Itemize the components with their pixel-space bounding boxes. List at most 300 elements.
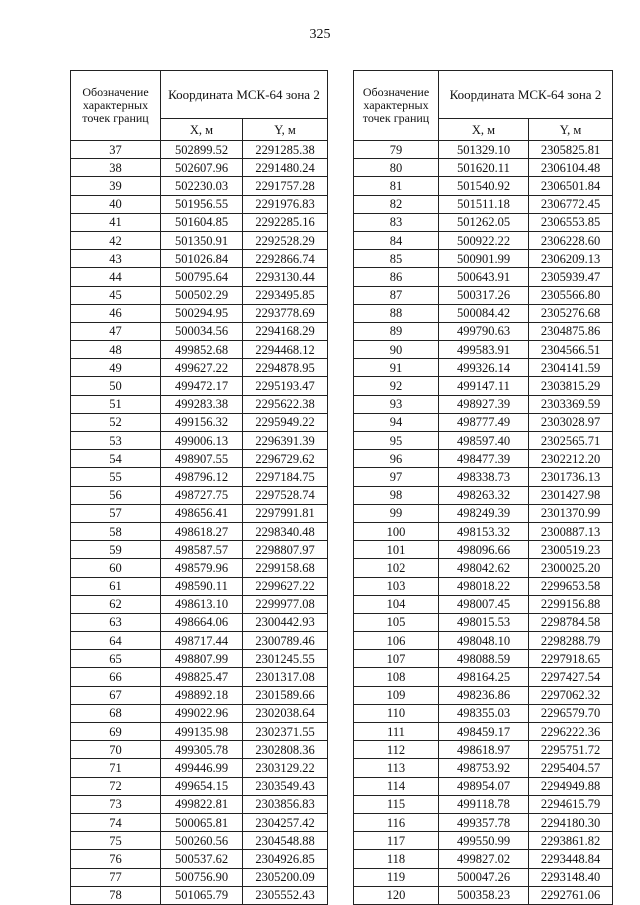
table-row [354,813,613,831]
point-number: 103 [354,577,439,595]
point-number: 87 [354,286,439,304]
table-row [354,850,613,868]
table-row [354,559,613,577]
table-row [71,413,328,431]
y-coordinate: 2294180.30 [529,813,613,831]
point-number: 74 [71,813,161,831]
x-coordinate: 500502.29 [161,286,243,304]
y-coordinate: 2294615.79 [529,795,613,813]
x-coordinate: 502899.52 [161,141,243,159]
y-coordinate: 2304257.42 [243,813,328,831]
x-coordinate: 501540.92 [439,177,529,195]
point-number: 40 [71,195,161,213]
table-row [354,868,613,886]
y-coordinate: 2298807.97 [243,541,328,559]
point-number: 70 [71,741,161,759]
x-coordinate: 499827.02 [439,850,529,868]
y-coordinate: 2291285.38 [243,141,328,159]
table-row [354,432,613,450]
x-coordinate: 501620.11 [439,159,529,177]
x-coordinate: 499305.78 [161,741,243,759]
table-row [71,723,328,741]
table-row [71,468,328,486]
x-coordinate: 498048.10 [439,632,529,650]
table-row [354,650,613,668]
table-row [354,286,613,304]
y-coordinate: 2295193.47 [243,377,328,395]
table-row [71,486,328,504]
point-number: 118 [354,850,439,868]
x-coordinate: 498236.86 [439,686,529,704]
y-coordinate: 2305200.09 [243,868,328,886]
x-coordinate: 502607.96 [161,159,243,177]
y-coordinate: 2299158.68 [243,559,328,577]
table-row [71,504,328,522]
point-number: 102 [354,559,439,577]
point-number: 38 [71,159,161,177]
x-coordinate: 500901.99 [439,250,529,268]
point-number: 48 [71,341,161,359]
y-coordinate: 2295404.57 [529,759,613,777]
x-coordinate: 499822.81 [161,795,243,813]
point-number: 55 [71,468,161,486]
y-coordinate: 2303369.59 [529,395,613,413]
point-number: 109 [354,686,439,704]
x-coordinate: 498579.96 [161,559,243,577]
y-coordinate: 2306228.60 [529,231,613,249]
table-row [71,195,328,213]
y-coordinate: 2301317.08 [243,668,328,686]
table-row [71,177,328,195]
table-row [71,432,328,450]
table-row [354,704,613,722]
table-row [354,450,613,468]
y-coordinate: 2297062.32 [529,686,613,704]
table-row [71,868,328,886]
table-row [354,177,613,195]
x-coordinate: 500317.26 [439,286,529,304]
y-coordinate: 2296579.70 [529,704,613,722]
table-row [71,522,328,540]
y-coordinate: 2291757.28 [243,177,328,195]
y-coordinate: 2293778.69 [243,304,328,322]
y-coordinate: 2302808.36 [243,741,328,759]
table-row [354,795,613,813]
point-number: 116 [354,813,439,831]
point-number: 88 [354,304,439,322]
y-coordinate: 2297528.74 [243,486,328,504]
table-row [354,159,613,177]
table-row [71,650,328,668]
point-number: 46 [71,304,161,322]
table-row [71,813,328,831]
x-coordinate: 499135.98 [161,723,243,741]
point-number: 52 [71,413,161,431]
y-coordinate: 2293448.84 [529,850,613,868]
point-number: 56 [71,486,161,504]
header-x: X, м [161,119,243,141]
table-row [354,468,613,486]
table-row [71,668,328,686]
point-number: 51 [71,395,161,413]
point-number: 120 [354,886,439,904]
x-coordinate: 499326.14 [439,359,529,377]
point-number: 78 [71,886,161,904]
y-coordinate: 2299156.88 [529,595,613,613]
y-coordinate: 2301589.66 [243,686,328,704]
y-coordinate: 2293861.82 [529,832,613,850]
x-coordinate: 498355.03 [439,704,529,722]
point-number: 83 [354,213,439,231]
point-number: 80 [354,159,439,177]
table-row [71,832,328,850]
point-number: 50 [71,377,161,395]
table-row [71,559,328,577]
y-coordinate: 2305276.68 [529,304,613,322]
table-row [71,632,328,650]
y-coordinate: 2299977.08 [243,595,328,613]
x-coordinate: 498807.99 [161,650,243,668]
x-coordinate: 498042.62 [439,559,529,577]
table-row [71,577,328,595]
point-number: 81 [354,177,439,195]
table-row [71,268,328,286]
x-coordinate: 498907.55 [161,450,243,468]
y-coordinate: 2302038.64 [243,704,328,722]
x-coordinate: 498796.12 [161,468,243,486]
point-number: 64 [71,632,161,650]
point-number: 82 [354,195,439,213]
y-coordinate: 2306104.48 [529,159,613,177]
y-coordinate: 2293148.40 [529,868,613,886]
x-coordinate: 498015.53 [439,613,529,631]
point-number: 41 [71,213,161,231]
x-coordinate: 498656.41 [161,504,243,522]
point-number: 85 [354,250,439,268]
point-number: 114 [354,777,439,795]
y-coordinate: 2302212.20 [529,450,613,468]
x-coordinate: 498088.59 [439,650,529,668]
x-coordinate: 499654.15 [161,777,243,795]
point-number: 67 [71,686,161,704]
point-number: 39 [71,177,161,195]
point-number: 71 [71,759,161,777]
point-number: 99 [354,504,439,522]
header-point-designation: Обозначение характерных точек границ [71,71,161,141]
table-row [354,595,613,613]
x-coordinate: 498777.49 [439,413,529,431]
table-row [71,704,328,722]
y-coordinate: 2291976.83 [243,195,328,213]
point-number: 69 [71,723,161,741]
point-number: 117 [354,832,439,850]
point-number: 100 [354,522,439,540]
y-coordinate: 2304141.59 [529,359,613,377]
table-row [354,886,613,904]
table-row [71,795,328,813]
x-coordinate: 501065.79 [161,886,243,904]
y-coordinate: 2300519.23 [529,541,613,559]
x-coordinate: 501262.05 [439,213,529,231]
table-row [354,759,613,777]
y-coordinate: 2306772.45 [529,195,613,213]
x-coordinate: 499006.13 [161,432,243,450]
x-coordinate: 501511.18 [439,195,529,213]
header-y: Y, м [529,119,613,141]
header-point-designation: Обозначение характерных точек границ [354,71,439,141]
x-coordinate: 498927.39 [439,395,529,413]
table-row [354,522,613,540]
y-coordinate: 2291480.24 [243,159,328,177]
x-coordinate: 498727.75 [161,486,243,504]
y-coordinate: 2306501.84 [529,177,613,195]
point-number: 72 [71,777,161,795]
table-row [71,359,328,377]
y-coordinate: 2306209.13 [529,250,613,268]
table-row [71,886,328,904]
y-coordinate: 2303129.22 [243,759,328,777]
y-coordinate: 2304926.85 [243,850,328,868]
y-coordinate: 2303028.97 [529,413,613,431]
table-body-right [354,141,613,905]
table-row [354,541,613,559]
table-row [71,395,328,413]
point-number: 105 [354,613,439,631]
point-number: 79 [354,141,439,159]
x-coordinate: 500260.56 [161,832,243,850]
point-number: 49 [71,359,161,377]
table-row [71,141,328,159]
table-row [354,395,613,413]
x-coordinate: 499627.22 [161,359,243,377]
point-number: 66 [71,668,161,686]
y-coordinate: 2301245.55 [243,650,328,668]
table-row [354,686,613,704]
point-number: 42 [71,231,161,249]
x-coordinate: 498618.27 [161,522,243,540]
x-coordinate: 501329.10 [439,141,529,159]
point-number: 60 [71,559,161,577]
table-row [71,341,328,359]
y-coordinate: 2297991.81 [243,504,328,522]
table-row [71,613,328,631]
x-coordinate: 498590.11 [161,577,243,595]
point-number: 59 [71,541,161,559]
table-row [354,141,613,159]
y-coordinate: 2305939.47 [529,268,613,286]
table-row [71,231,328,249]
table-row [71,250,328,268]
x-coordinate: 498717.44 [161,632,243,650]
header-coordinate-system: Координата МСК-64 зона 2 [161,71,328,119]
header-y: Y, м [243,119,328,141]
y-coordinate: 2299627.22 [243,577,328,595]
point-number: 54 [71,450,161,468]
y-coordinate: 2303549.43 [243,777,328,795]
x-coordinate: 499790.63 [439,322,529,340]
x-coordinate: 498664.06 [161,613,243,631]
x-coordinate: 500795.64 [161,268,243,286]
table-body-left [71,141,328,905]
table-row [71,286,328,304]
y-coordinate: 2305566.80 [529,286,613,304]
point-number: 77 [71,868,161,886]
table-row [354,613,613,631]
x-coordinate: 498018.22 [439,577,529,595]
x-coordinate: 498249.39 [439,504,529,522]
y-coordinate: 2296222.36 [529,723,613,741]
y-coordinate: 2294468.12 [243,341,328,359]
table-row [354,741,613,759]
y-coordinate: 2302565.71 [529,432,613,450]
y-coordinate: 2304875.86 [529,322,613,340]
y-coordinate: 2303856.83 [243,795,328,813]
x-coordinate: 498263.32 [439,486,529,504]
table-row [354,486,613,504]
x-coordinate: 499550.99 [439,832,529,850]
y-coordinate: 2293495.85 [243,286,328,304]
x-coordinate: 500084.42 [439,304,529,322]
y-coordinate: 2295622.38 [243,395,328,413]
table-row [71,377,328,395]
point-number: 61 [71,577,161,595]
point-number: 93 [354,395,439,413]
y-coordinate: 2300442.93 [243,613,328,631]
x-coordinate: 498825.47 [161,668,243,686]
x-coordinate: 498587.57 [161,541,243,559]
x-coordinate: 502230.03 [161,177,243,195]
point-number: 65 [71,650,161,668]
point-number: 110 [354,704,439,722]
table-row [71,850,328,868]
x-coordinate: 498613.10 [161,595,243,613]
x-coordinate: 498096.66 [439,541,529,559]
table-row [354,723,613,741]
point-number: 98 [354,486,439,504]
x-coordinate: 498459.17 [439,723,529,741]
table-row [71,159,328,177]
table-row [354,195,613,213]
x-coordinate: 501026.84 [161,250,243,268]
y-coordinate: 2294168.29 [243,322,328,340]
table-row [71,777,328,795]
point-number: 111 [354,723,439,741]
x-coordinate: 499156.32 [161,413,243,431]
point-number: 45 [71,286,161,304]
point-number: 76 [71,850,161,868]
point-number: 115 [354,795,439,813]
x-coordinate: 501350.91 [161,231,243,249]
point-number: 108 [354,668,439,686]
y-coordinate: 2292285.16 [243,213,328,231]
y-coordinate: 2300887.13 [529,522,613,540]
x-coordinate: 499583.91 [439,341,529,359]
x-coordinate: 500922.22 [439,231,529,249]
coordinates-table-right [353,70,613,905]
header-coordinate-system: Координата МСК-64 зона 2 [439,71,613,119]
x-coordinate: 501604.85 [161,213,243,231]
table-row [354,777,613,795]
y-coordinate: 2304566.51 [529,341,613,359]
table-row [354,832,613,850]
x-coordinate: 500756.90 [161,868,243,886]
header-x: X, м [439,119,529,141]
y-coordinate: 2297918.65 [529,650,613,668]
y-coordinate: 2305552.43 [243,886,328,904]
point-number: 63 [71,613,161,631]
x-coordinate: 499147.11 [439,377,529,395]
y-coordinate: 2292528.29 [243,231,328,249]
table-row [71,541,328,559]
point-number: 37 [71,141,161,159]
y-coordinate: 2296391.39 [243,432,328,450]
table-row [71,450,328,468]
point-number: 92 [354,377,439,395]
x-coordinate: 498338.73 [439,468,529,486]
point-number: 84 [354,231,439,249]
y-coordinate: 2301427.98 [529,486,613,504]
table-row [71,322,328,340]
table-row [354,268,613,286]
x-coordinate: 498618.97 [439,741,529,759]
y-coordinate: 2298288.79 [529,632,613,650]
point-number: 86 [354,268,439,286]
table-row [354,341,613,359]
table-row [354,304,613,322]
x-coordinate: 498753.92 [439,759,529,777]
point-number: 90 [354,341,439,359]
table-row [71,686,328,704]
x-coordinate: 498153.32 [439,522,529,540]
table-row [354,250,613,268]
y-coordinate: 2294949.88 [529,777,613,795]
table-row [71,213,328,231]
point-number: 91 [354,359,439,377]
table-row [354,632,613,650]
x-coordinate: 500537.62 [161,850,243,868]
x-coordinate: 498007.45 [439,595,529,613]
x-coordinate: 498477.39 [439,450,529,468]
table-row [354,322,613,340]
table-row [354,577,613,595]
x-coordinate: 499472.17 [161,377,243,395]
y-coordinate: 2299653.58 [529,577,613,595]
x-coordinate: 498597.40 [439,432,529,450]
y-coordinate: 2292761.06 [529,886,613,904]
table-row [71,595,328,613]
point-number: 43 [71,250,161,268]
point-number: 58 [71,522,161,540]
point-number: 47 [71,322,161,340]
table-row [354,359,613,377]
x-coordinate: 500358.23 [439,886,529,904]
x-coordinate: 499283.38 [161,395,243,413]
y-coordinate: 2292866.74 [243,250,328,268]
x-coordinate: 499446.99 [161,759,243,777]
point-number: 57 [71,504,161,522]
point-number: 119 [354,868,439,886]
y-coordinate: 2295949.22 [243,413,328,431]
x-coordinate: 500643.91 [439,268,529,286]
point-number: 89 [354,322,439,340]
table-row [354,413,613,431]
y-coordinate: 2296729.62 [243,450,328,468]
y-coordinate: 2294878.95 [243,359,328,377]
x-coordinate: 501956.55 [161,195,243,213]
point-number: 97 [354,468,439,486]
y-coordinate: 2301370.99 [529,504,613,522]
x-coordinate: 499022.96 [161,704,243,722]
